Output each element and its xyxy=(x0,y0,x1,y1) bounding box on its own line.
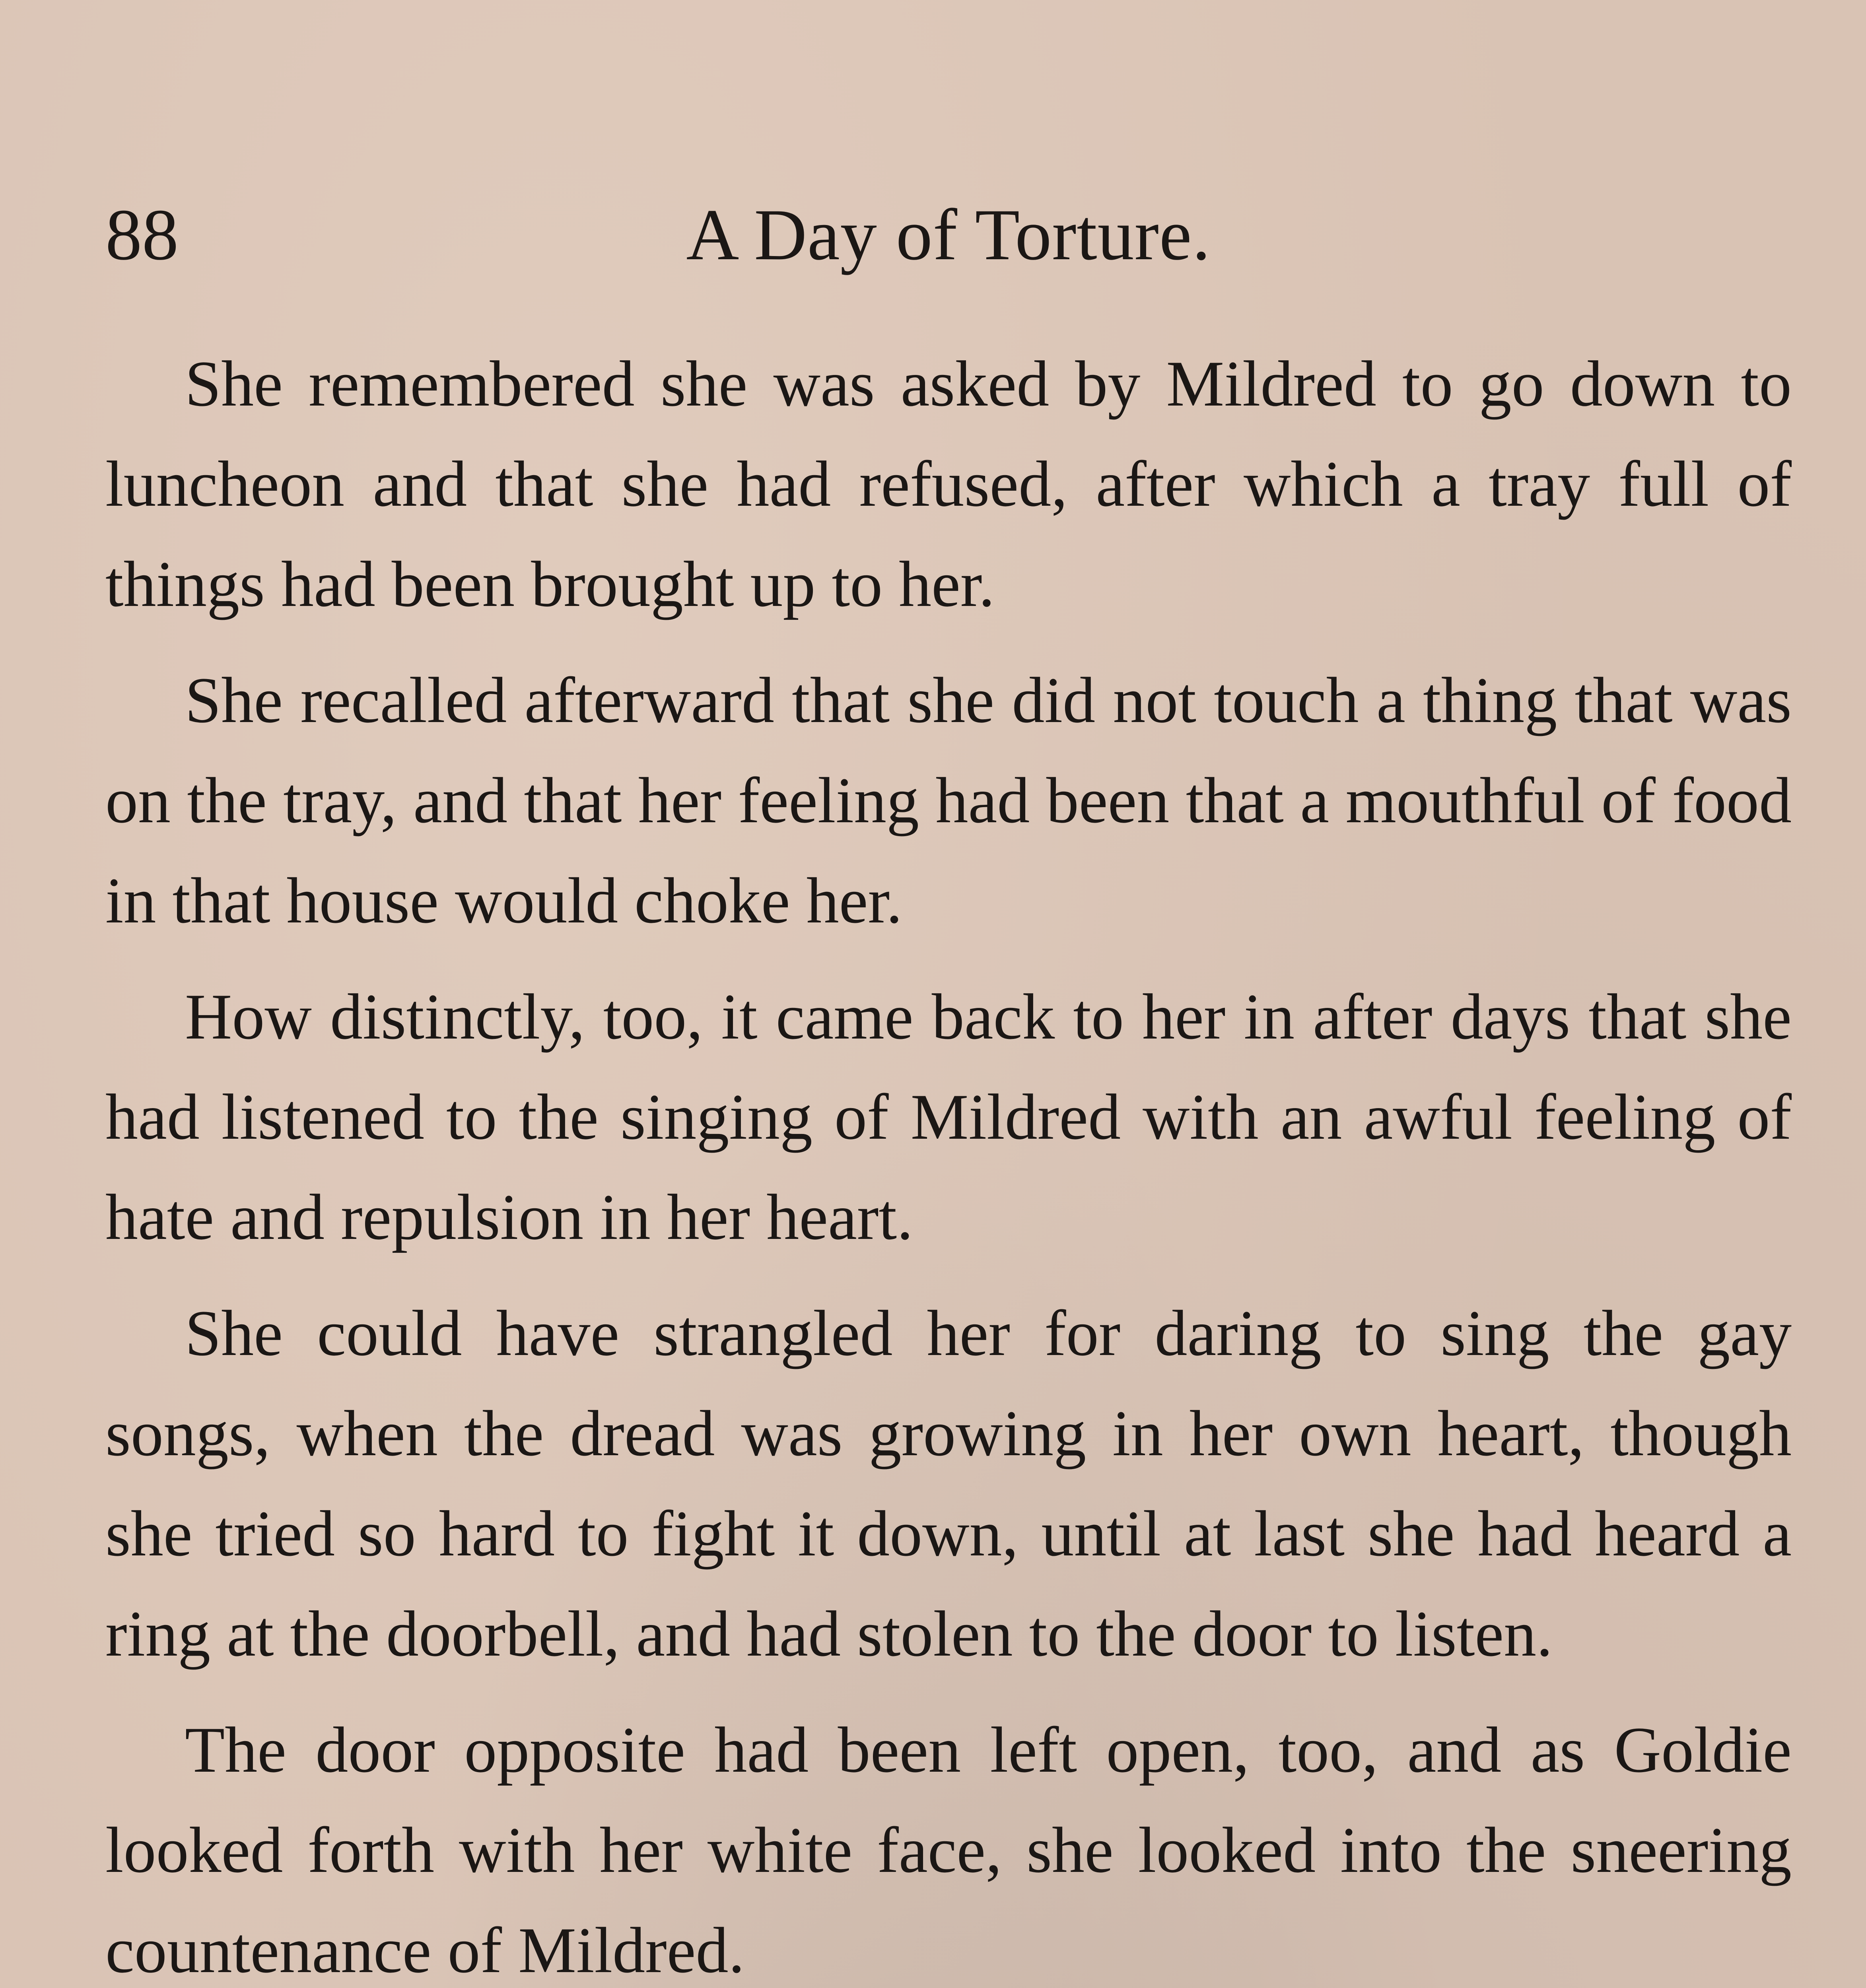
paragraph: The door opposite had been left open, too, and as Goldie looked forth with her white face, she looked into the sneering countenance of Mildred. xyxy=(105,1714,1792,1986)
paragraph: She recalled afterward that she did not touch a thing that was on the tray, and that her feeling had been that a mouthful of food in that house would choke her. xyxy=(105,664,1792,937)
paragraph: She remembered she was asked by Mildred to go down to luncheon and that she had refused, after which a tray full of things had been brought up to her. xyxy=(105,348,1792,620)
paragraph: How distinctly, too, it came back to her in after days that she had listened to the singing of Mildred with an awful feeling of hate and repulsion in her heart. xyxy=(105,981,1792,1253)
page-header xyxy=(105,183,1792,286)
paragraph: She could have strangled her for daring to sing the gay songs, when the dread was growing in her own heart, though she tried so hard to fight it down, until at last she had heard a ring at the doorbell, and had stolen to the door to listen. xyxy=(105,1297,1792,1670)
page-number: 88 xyxy=(105,194,179,275)
body-text xyxy=(105,334,1792,1988)
running-title: A Day of Torture. xyxy=(686,194,1211,275)
